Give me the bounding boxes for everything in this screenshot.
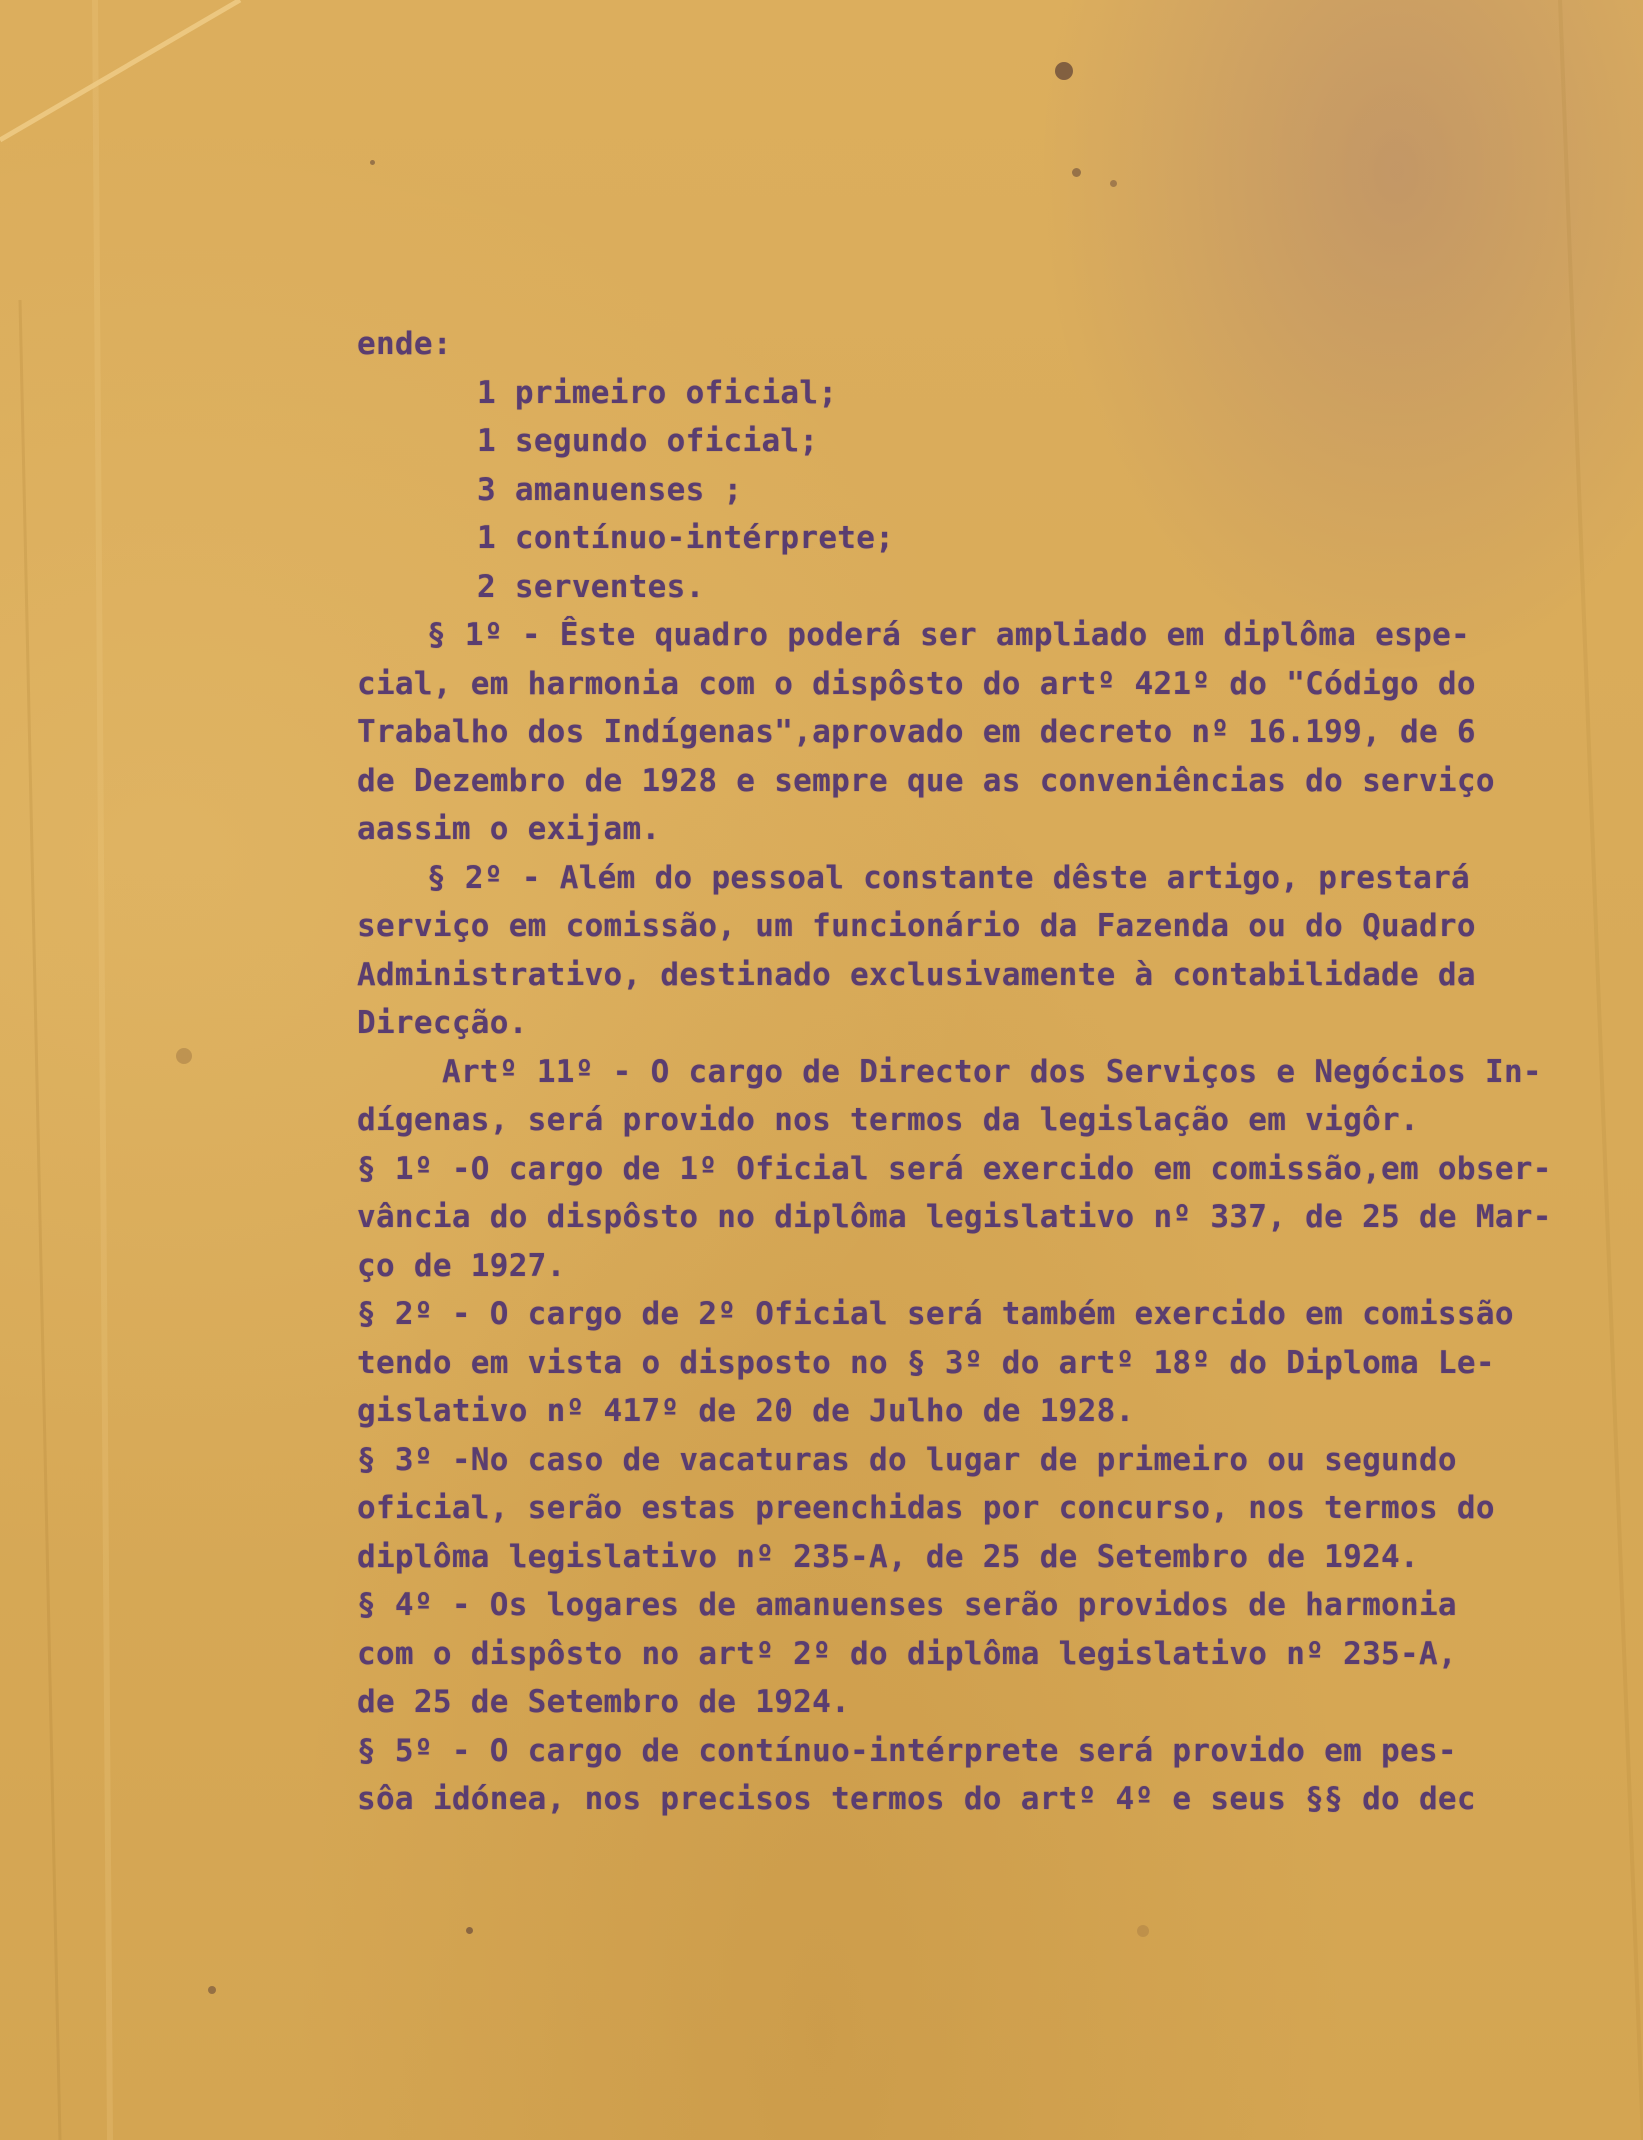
text-line: tendo em vista o disposto no § 3º do artº 18º do Diploma Le- — [357, 1344, 1495, 1381]
text-line: aassim o exijam. — [357, 811, 661, 847]
list-item: 2 serventes. — [477, 568, 705, 605]
typewritten-text — [357, 320, 1587, 1824]
text-line: serviço em comissão, um funcionário da Fazenda ou do Quadro — [357, 908, 1476, 944]
text-line: Trabalho dos Indígenas",aprovado em decreto nº 16.199, de 6 — [357, 714, 1476, 750]
text-line: § 1º -O cargo de 1º Oficial será exercido em comissão,em obser- — [357, 1150, 1552, 1187]
ink-speck — [1110, 180, 1117, 187]
list-item: 1 contínuo-intérprete; — [477, 520, 895, 556]
text-line: § 2º - Além do pessoal constante dêste artigo, prestará — [427, 859, 1470, 896]
text-line: § 2º - O cargo de 2º Oficial será também exercido em comissão — [357, 1296, 1514, 1332]
text-line: ende: — [357, 326, 452, 362]
text-line: § 1º - Êste quadro poderá ser ampliado em diplôma espe- — [427, 617, 1470, 653]
text-line: diplôma legislativo nº 235-A, de 25 de Setembro de 1924. — [357, 1538, 1419, 1575]
text-line: cial, em harmonia com o dispôsto do artº 421º do "Código do — [357, 665, 1476, 702]
list-item: 3 amanuenses ; — [477, 471, 743, 508]
text-line: de 25 de Setembro de 1924. — [357, 1684, 851, 1720]
text-line: sôa idónea, nos precisos termos do artº 4º e seus §§ do dec — [357, 1781, 1476, 1817]
text-line: § 5º - O cargo de contínuo-intérprete será provido em pes- — [357, 1732, 1457, 1769]
ink-speck — [1137, 1925, 1149, 1937]
text-line: oficial, serão estas preenchidas por concurso, nos termos do — [357, 1490, 1495, 1526]
ink-speck — [176, 1048, 192, 1064]
ink-speck — [208, 1986, 216, 1994]
text-line: vância do dispôsto no diplôma legislativo nº 337, de 25 de Mar- — [357, 1199, 1552, 1235]
text-line: com o dispôsto no artº 2º do diplôma legislativo nº 235-A, — [357, 1635, 1457, 1672]
text-line: Artº 11º - O cargo de Director dos Serviços e Negócios In- — [442, 1053, 1542, 1090]
ink-speck — [1072, 168, 1081, 177]
ink-speck — [1055, 62, 1073, 80]
text-line: dígenas, será provido nos termos da legislação em vigôr. — [357, 1102, 1419, 1138]
text-line: de Dezembro de 1928 e sempre que as conveniências do serviço — [357, 762, 1495, 799]
text-line: gislativo nº 417º de 20 de Julho de 1928. — [357, 1393, 1135, 1429]
text-line: Administrativo, destinado exclusivamente à contabilidade da — [357, 956, 1476, 993]
text-line: ço de 1927. — [357, 1247, 566, 1284]
list-item: 1 segundo oficial; — [477, 423, 819, 459]
ink-speck — [466, 1927, 473, 1934]
list-item: 1 primeiro oficial; — [477, 374, 838, 411]
text-line: Direcção. — [357, 1005, 528, 1041]
text-line: § 4º - Os logares de amanuenses serão providos de harmonia — [357, 1587, 1457, 1623]
text-line: § 3º -No caso de vacaturas do lugar de primeiro ou segundo — [357, 1441, 1457, 1478]
ink-speck — [370, 160, 375, 165]
